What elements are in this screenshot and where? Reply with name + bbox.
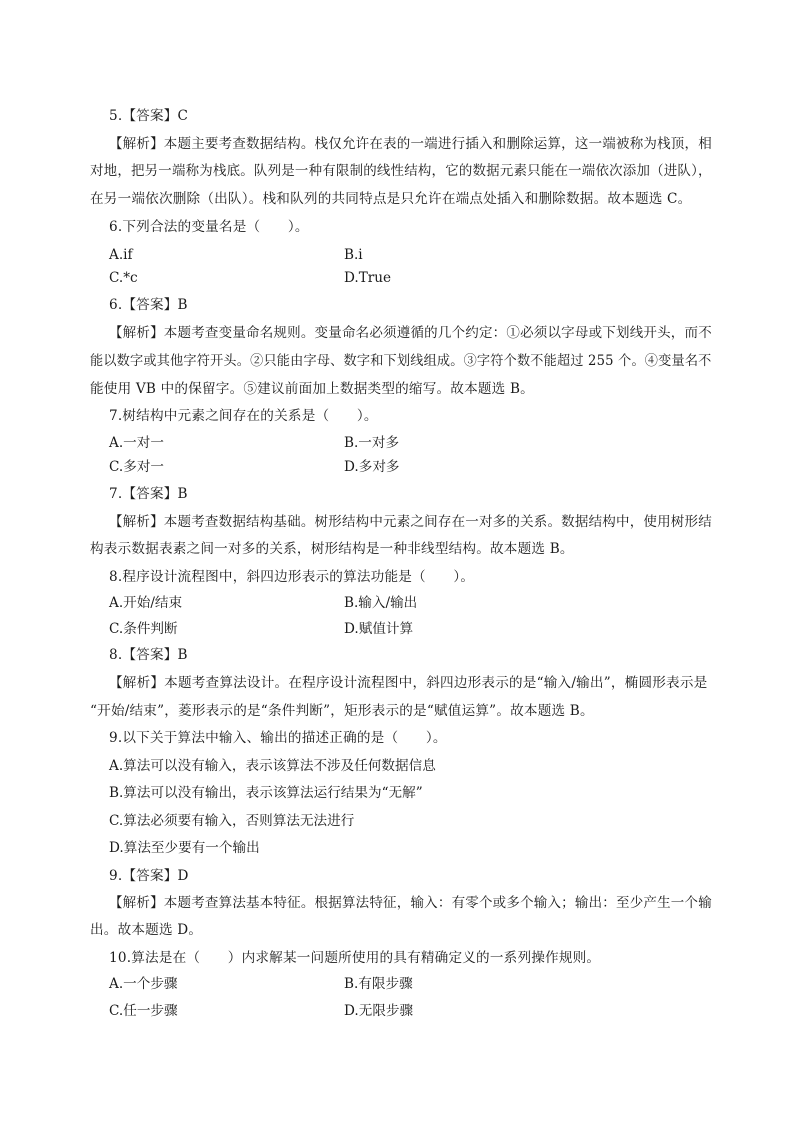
q5-explain-line: 在另一端依次删除（出队）。栈和队列的共同特点是只允许在端点处插入和删除数据。故本题选 C。 <box>90 191 692 207</box>
q8-option-a: A.开始/结束 <box>109 595 183 611</box>
q9-option-c: C.算法必须要有输入，否则算法无法进行 <box>109 813 355 829</box>
q9-explain-line: 出。故本题选 D。 <box>90 922 203 938</box>
q9-option-d: D.算法至少要有一个输出 <box>109 840 260 856</box>
q7-explain-line: 构表示数据表素之间一对多的关系，树形结构是一种非线型结构。故本题选 B。 <box>90 541 574 557</box>
q6-option-b: B.i <box>344 247 363 263</box>
q6-stem: 6.下列合法的变量名是（ ）。 <box>109 219 309 235</box>
q10-option-d: D.无限步骤 <box>344 1003 414 1019</box>
q8-explain-line: 【解析】本题考查算法设计。在程序设计流程图中，斜四边形表示的是“输入/输出”，椭圆形表示是 <box>109 675 708 691</box>
q6-option-a: A.if <box>109 247 133 263</box>
q7-answer: 7.【答案】B <box>109 486 188 502</box>
q8-stem: 8.程序设计流程图中，斜四边形表示的算法功能是（ ）。 <box>109 569 475 585</box>
q6-explain-line: 能使用 VB 中的保留字。⑤建议前面加上数据类型的缩写。故本题选 B。 <box>90 381 534 397</box>
q10-option-c: C.任一步骤 <box>109 1003 178 1019</box>
q9-answer: 9.【答案】D <box>109 868 189 884</box>
q9-explain-line: 【解析】本题考查算法基本特征。根据算法特征，输入：有零个或多个输入；输出：至少产生一个输 <box>109 895 712 911</box>
q7-explain-line: 【解析】本题考查数据结构基础。树形结构中元素之间存在一对多的关系。数据结构中，使用树形结 <box>109 514 712 530</box>
q10-stem: 10.算法是在（ ）内求解某一问题所使用的具有精确定义的一系列操作规则。 <box>109 950 601 966</box>
q9-stem: 9.以下关于算法中输入、输出的描述正确的是（ ）。 <box>109 730 447 746</box>
q5-explain-line: 对地，把另一端称为栈底。队列是一种有限制的线性结构，它的数据元素只能在一端依次添加（进队）， <box>90 163 712 179</box>
q8-explain-line: “开始/结束”，菱形表示的是“条件判断”，矩形表示的是“赋值运算”。故本题选 B。 <box>90 703 594 719</box>
q7-option-a: A.一对一 <box>109 435 164 451</box>
q6-option-d: D.True <box>344 270 392 286</box>
q8-option-b: B.输入/输出 <box>344 595 418 611</box>
q5-answer: 5.【答案】C <box>109 108 189 124</box>
q8-answer: 8.【答案】B <box>109 647 188 663</box>
q9-option-b: B.算法可以没有输出，表示该算法运行结果为“无解” <box>109 785 423 801</box>
q6-explain-line: 能以数字或其他字符开头。②只能由字母、数字和下划线组成。③字符个数不能超过 255 个。④变量名不 <box>90 353 712 369</box>
q8-option-d: D.赋值计算 <box>344 621 414 637</box>
q9-option-a: A.算法可以没有输入，表示该算法不涉及任何数据信息 <box>109 758 436 774</box>
q6-explain-line: 【解析】本题考查变量命名规则。变量命名必须遵循的几个约定：①必须以字母或下划线开头，而不 <box>109 325 712 341</box>
q7-option-c: C.多对一 <box>109 459 165 475</box>
q6-option-c: C.*c <box>109 270 138 286</box>
q8-option-c: C.条件判断 <box>109 621 178 637</box>
q10-option-b: B.有限步骤 <box>344 976 413 992</box>
q7-option-b: B.一对多 <box>344 435 400 451</box>
q5-explain-line: 【解析】本题主要考查数据结构。栈仅允许在表的一端进行插入和删除运算，这一端被称为栈顶，相 <box>109 136 712 152</box>
q6-answer: 6.【答案】B <box>109 297 188 313</box>
q10-option-a: A.一个步骤 <box>109 976 178 992</box>
q7-stem: 7.树结构中元素之间存在的关系是（ ）。 <box>109 408 378 424</box>
q7-option-d: D.多对多 <box>344 459 400 475</box>
